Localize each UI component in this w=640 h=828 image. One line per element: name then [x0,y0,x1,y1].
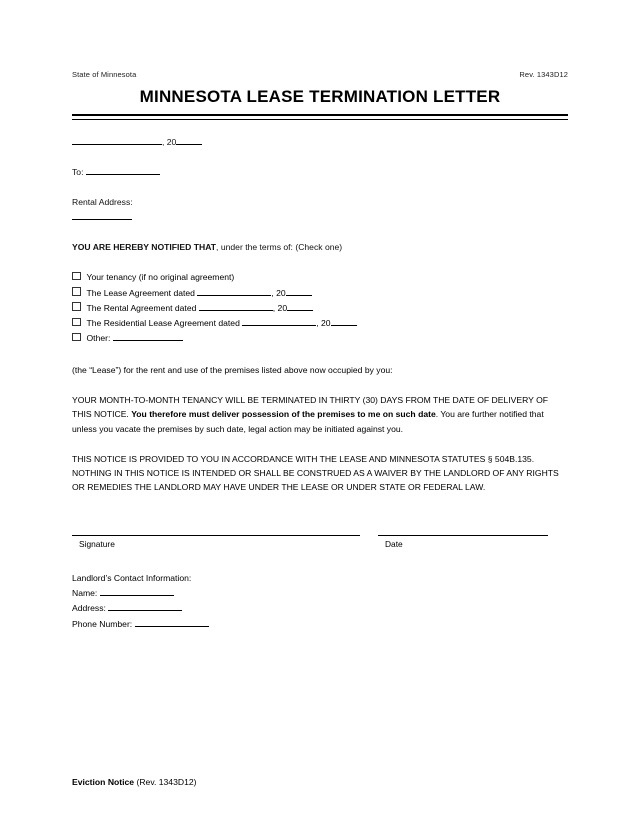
checkbox-row[interactable] [72,286,568,301]
contact-name-field[interactable] [100,595,174,596]
date-year-prefix: , 20 [162,136,177,147]
document-header [72,70,568,79]
state-label: State of Minnesota [72,70,137,79]
checkbox-icon[interactable] [72,287,81,296]
agreement-date-field[interactable] [242,325,316,326]
checkbox-label: Other: [86,333,111,344]
checkbox-row[interactable] [72,301,568,316]
hereby-notified-rest: , under the terms of: (Check one) [216,242,343,253]
lease-reference-note: (the “Lease”) for the rent and use of the premises listed above now occupied by you: [72,364,393,375]
checkbox-row[interactable] [72,331,568,346]
checkbox-icon[interactable] [72,318,81,327]
signature-block [72,535,568,549]
page-title: MINNESOTA LEASE TERMINATION LETTER [139,87,501,106]
recipient-name-field[interactable] [86,174,160,175]
to-label: To: [72,166,84,177]
agreement-checkbox-list [72,270,568,346]
checkbox-label: The Residential Lease Agreement dated [86,318,240,329]
date-label: Date [385,538,403,549]
agreement-year-prefix: , 20 [316,318,331,329]
signature-column [72,535,360,549]
checkbox-icon[interactable] [72,302,81,311]
checkbox-label: The Rental Agreement dated [86,302,197,313]
contact-name-row [72,586,568,601]
date-line [72,136,568,150]
contact-heading: Landlord’s Contact Information: [72,572,192,583]
other-agreement-field[interactable] [113,340,183,341]
agreement-date-field[interactable] [197,295,271,296]
title-divider [72,114,568,120]
rental-address-label: Rental Address: [72,196,133,207]
checkbox-label: The Lease Agreement dated [86,287,195,298]
agreement-year-field[interactable] [287,310,313,311]
hereby-notified-line [72,241,568,255]
date-column [378,535,548,549]
footer-revision: (Rev. 1343D12) [134,777,197,787]
agreement-year-prefix: , 20 [272,302,288,313]
document-content [72,70,568,632]
signature-label: Signature [79,538,115,549]
checkbox-label: Your tenancy (if no original agreement) [86,272,235,283]
checkbox-row[interactable] [72,270,568,285]
checkbox-icon[interactable] [72,333,81,342]
landlord-contact-block [72,571,568,632]
contact-phone-field[interactable] [135,626,209,627]
termination-text-part2: . You are further notified that unless you vacate the premises by such date, legal action may be initiated against you. [72,409,544,434]
termination-text-part1: YOUR MONTH-TO-MONTH TENANCY WILL BE TERMINATED IN THIRTY (30) DAYS FROM THE DATE OF DELIVERY OF THIS NOTICE. [72,395,549,420]
agreement-date-field[interactable] [199,310,273,311]
document-footer [72,777,197,787]
footer-bold-label: Eviction Notice [72,777,135,787]
contact-address-field[interactable] [108,610,182,611]
rental-address-field[interactable] [72,219,132,220]
date-year-field[interactable] [176,144,202,145]
agreement-year-field[interactable] [331,325,357,326]
contact-phone-row [72,617,568,632]
agreement-year-prefix: , 20 [271,287,286,298]
agreement-year-field[interactable] [286,295,312,296]
contact-address-row [72,601,568,616]
revision-label: Rev. 1343D12 [519,70,568,79]
hereby-notified-bold: YOU ARE HEREBY NOTIFIED THAT [72,242,217,253]
date-blank-field[interactable] [72,144,162,145]
termination-paragraph [72,393,568,436]
statute-paragraph: THIS NOTICE IS PROVIDED TO YOU IN ACCORDANCE WITH THE LEASE AND MINNESOTA STATUTES § 504B.135. NOTHING IN THIS NOTICE IS INTENDED OR SHALL BE CONSTRUED AS A WAIVER BY THE LANDLORD OF ANY RIGHTS OR REMEDIES THE LANDLORD MAY HAVE UNDER THE LEASE OR UNDER STATE OR FEDERAL LAW. [72,453,559,493]
contact-phone-label: Phone Number: [72,618,133,629]
termination-text-bold: You therefore must deliver possession of the premises to me on such date [131,409,436,420]
checkbox-row[interactable] [72,316,568,331]
recipient-line [72,166,568,180]
contact-name-label: Name: [72,587,98,598]
checkbox-icon[interactable] [72,272,81,281]
contact-address-label: Address: [72,603,106,614]
rental-address-block [72,196,568,226]
